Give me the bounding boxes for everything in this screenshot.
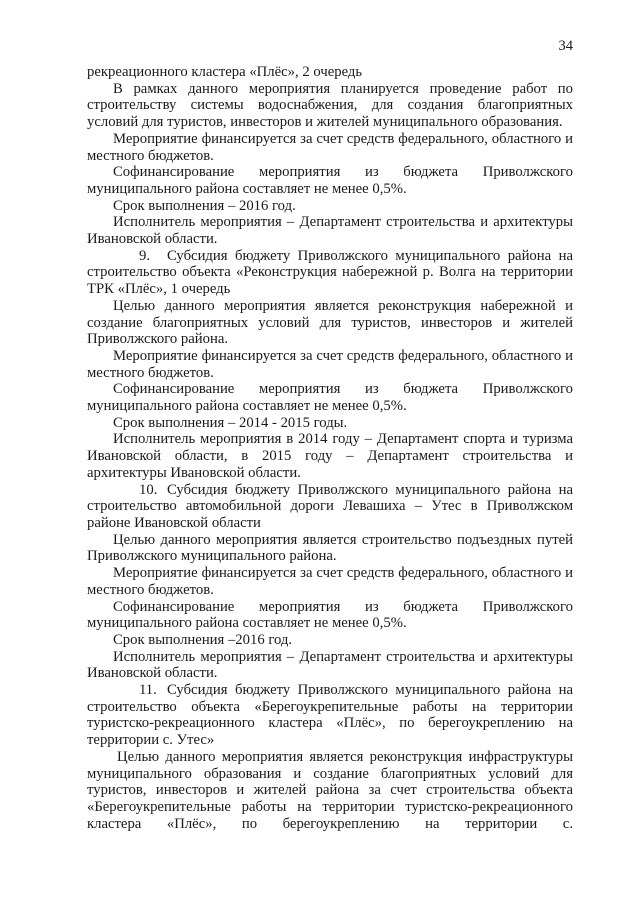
paragraph [87,81,573,131]
paragraph-text: Целью данного мероприятия является реконструкция набережной и создание благоприятных условий для туристов, инвесторов и жителей Приволжского района. [87,297,573,348]
paragraph [87,381,573,414]
paragraph [87,64,573,81]
page-number: 34 [558,38,573,54]
paragraph-text: Софинансирование мероприятия из бюджета Приволжского муниципального района составляет не менее 0,5%. [87,598,573,632]
paragraph-text: Мероприятие финансируется за счет средств федерального, областного и местного бюджетов. [87,347,573,381]
paragraph [87,649,573,682]
paragraph [87,415,573,432]
paragraph-text: Целью данного мероприятия является реконструкция инфраструктуры муниципального образования и создание благоприятных условий для туристов, инвесторов и жителей района за счет строительства объекта «Берегоукрепительные работы на территории туристско-рекреационного кластера «Плёс», по берегоукреплению на территории с. [87,748,573,832]
paragraph-text: Субсидия бюджету Приволжского муниципального района на строительство автомобильной дороги Левашиха – Утес в Приволжском районе Ивановской области [87,481,573,531]
paragraph-text: Исполнитель мероприятия – Департамент строительства и архитектуры Ивановской области. [87,648,573,682]
paragraph [87,198,573,215]
paragraph-text: Срок выполнения – 2016 год. [113,197,296,214]
paragraph-text: Срок выполнения –2016 год. [113,631,293,648]
paragraph [87,164,573,197]
paragraph-text: Целью данного мероприятия является строительство подъездных путей Приволжского муниципального района. [87,531,573,565]
paragraph [87,632,573,649]
paragraph-text: Субсидия бюджету Приволжского муниципального района на строительство объекта «Реконструкция набережной р. Волга на территории ТРК «Плёс», 1 очередь [87,247,573,298]
paragraph-text: Субсидия бюджету Приволжского муниципального района на строительство объекта «Берегоукрепительные работы на территории туристско-рекреационного кластера «Плёс», по берегоукреплению на территории с. Утес» [87,682,573,749]
paragraph-number: 11. [139,682,157,699]
paragraph [87,131,573,164]
paragraph-text: рекреационного кластера «Плёс», 2 очередь [87,64,363,80]
paragraph [87,348,573,381]
paragraph [87,431,573,481]
paragraph-number: 9. [139,247,151,264]
paragraph-number: 10. [139,481,158,498]
paragraph [87,298,573,348]
paragraph-text: Софинансирование мероприятия из бюджета Приволжского муниципального района составляет не менее 0,5%. [87,164,573,197]
paragraph [87,565,573,598]
document-body [87,64,573,832]
numbered-paragraph [87,248,573,298]
paragraph [87,599,573,632]
paragraph-text: Мероприятие финансируется за счет средств федерального, областного и местного бюджетов. [87,565,573,598]
numbered-paragraph [87,482,573,532]
numbered-paragraph [87,682,573,749]
paragraph-text: Мероприятие финансируется за счет средств федерального, областного и местного бюджетов. [87,130,573,164]
paragraph-text: Исполнитель мероприятия – Департамент строительства и архитектуры Ивановской области. [87,214,573,248]
paragraph [87,214,573,247]
paragraph-text: Софинансирование мероприятия из бюджета Приволжского муниципального района составляет не менее 0,5%. [87,381,573,415]
paragraph [87,532,573,565]
paragraph-text: Исполнитель мероприятия в 2014 году – Департамент спорта и туризма Ивановской области, в 2015 году – Департамент строительства и архитектуры Ивановской области. [87,431,573,481]
paragraph-text: В рамках данного мероприятия планируется проведение работ по строительству системы водоснабжения, для создания благоприятных условий для туристов, инвесторов и жителей муниципального образования. [87,80,573,131]
paragraph-text: Срок выполнения – 2014 - 2015 годы. [113,414,348,431]
paragraph [87,749,573,833]
